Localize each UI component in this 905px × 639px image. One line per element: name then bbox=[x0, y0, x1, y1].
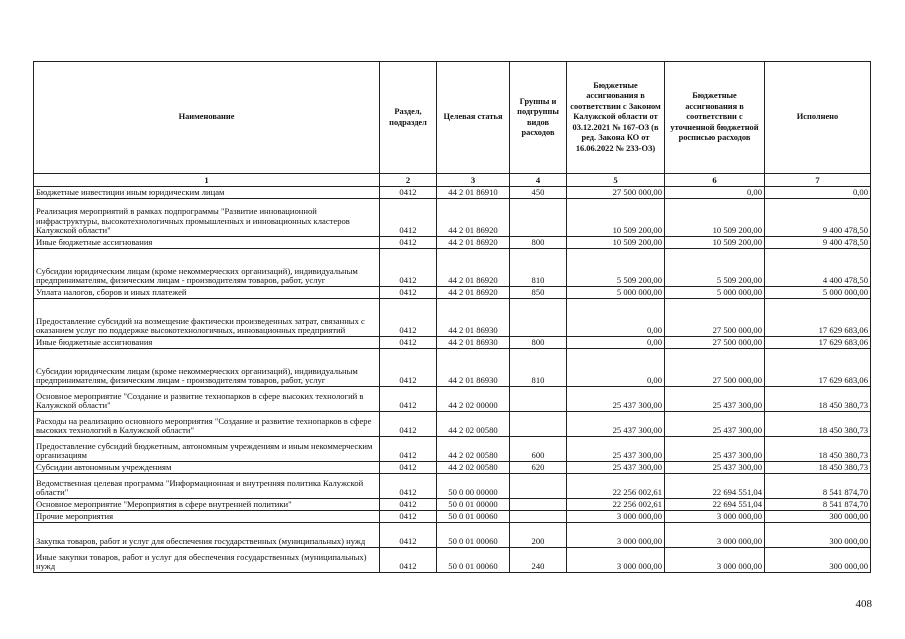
row-target: 50 0 01 00000 bbox=[437, 499, 510, 511]
header-row bbox=[34, 62, 871, 174]
row-group bbox=[510, 299, 567, 337]
row-law: 10 509 200,00 bbox=[567, 199, 665, 237]
row-law: 3 000 000,00 bbox=[567, 511, 665, 523]
row-executed: 300 000,00 bbox=[765, 548, 871, 573]
row-group: 810 bbox=[510, 349, 567, 387]
row-target: 44 2 01 86920 bbox=[437, 237, 510, 249]
row-target: 44 2 02 00580 bbox=[437, 462, 510, 474]
row-target: 44 2 01 86920 bbox=[437, 287, 510, 299]
header-groups: Группы и подгруппы видов расходов bbox=[510, 62, 567, 174]
row-target: 44 2 01 86910 bbox=[437, 187, 510, 199]
row-group: 800 bbox=[510, 337, 567, 349]
row-target: 44 2 01 86930 bbox=[437, 299, 510, 337]
row-law: 22 256 002,61 bbox=[567, 474, 665, 499]
row-executed: 5 000 000,00 bbox=[765, 287, 871, 299]
row-group: 800 bbox=[510, 237, 567, 249]
column-number: 3 bbox=[437, 174, 510, 187]
row-section: 0412 bbox=[380, 387, 437, 412]
row-law: 25 437 300,00 bbox=[567, 387, 665, 412]
row-section: 0412 bbox=[380, 523, 437, 548]
row-target: 44 2 01 86930 bbox=[437, 337, 510, 349]
row-section: 0412 bbox=[380, 187, 437, 199]
row-section: 0412 bbox=[380, 287, 437, 299]
row-executed: 300 000,00 bbox=[765, 523, 871, 548]
row-executed: 8 541 874,70 bbox=[765, 499, 871, 511]
table-row bbox=[34, 511, 871, 523]
row-name: Основное мероприятие "Создание и развитие технопарков в сфере высоких технологий в Калужской области" bbox=[34, 387, 380, 412]
row-section: 0412 bbox=[380, 299, 437, 337]
row-target: 44 2 02 00580 bbox=[437, 437, 510, 462]
row-group bbox=[510, 511, 567, 523]
row-group: 450 bbox=[510, 187, 567, 199]
row-law: 0,00 bbox=[567, 337, 665, 349]
row-law: 25 437 300,00 bbox=[567, 462, 665, 474]
column-number: 4 bbox=[510, 174, 567, 187]
header-target: Целевая статья bbox=[437, 62, 510, 174]
row-target: 50 0 01 00060 bbox=[437, 523, 510, 548]
column-number: 2 bbox=[380, 174, 437, 187]
row-section: 0412 bbox=[380, 437, 437, 462]
row-section: 0412 bbox=[380, 548, 437, 573]
row-refined: 10 509 200,00 bbox=[665, 199, 765, 237]
row-group: 810 bbox=[510, 249, 567, 287]
row-target: 44 2 02 00580 bbox=[437, 412, 510, 437]
row-refined: 3 000 000,00 bbox=[665, 548, 765, 573]
table-row bbox=[34, 187, 871, 199]
row-law: 5 509 200,00 bbox=[567, 249, 665, 287]
row-refined: 27 500 000,00 bbox=[665, 337, 765, 349]
row-law: 27 500 000,00 bbox=[567, 187, 665, 199]
row-name: Иные закупки товаров, работ и услуг для обеспечения государственных (муниципальных) нужд bbox=[34, 548, 380, 573]
row-refined: 5 509 200,00 bbox=[665, 249, 765, 287]
row-group bbox=[510, 499, 567, 511]
row-section: 0412 bbox=[380, 511, 437, 523]
table-row bbox=[34, 237, 871, 249]
row-refined: 0,00 bbox=[665, 187, 765, 199]
row-executed: 18 450 380,73 bbox=[765, 387, 871, 412]
header-executed: Исполнено bbox=[765, 62, 871, 174]
row-group bbox=[510, 387, 567, 412]
row-name: Прочие мероприятия bbox=[34, 511, 380, 523]
row-name: Предоставление субсидий на возмещение фактически произведенных затрат, связанных с оказанием услуг по поддержке высокотехнологичных, инновационных предприятий bbox=[34, 299, 380, 337]
row-target: 44 2 02 00000 bbox=[437, 387, 510, 412]
row-target: 44 2 01 86920 bbox=[437, 249, 510, 287]
row-group bbox=[510, 199, 567, 237]
row-section: 0412 bbox=[380, 462, 437, 474]
row-group: 200 bbox=[510, 523, 567, 548]
page-number: 408 bbox=[855, 598, 872, 610]
row-section: 0412 bbox=[380, 499, 437, 511]
row-name: Бюджетные инвестиции иным юридическим лицам bbox=[34, 187, 380, 199]
table-row bbox=[34, 299, 871, 337]
table-row bbox=[34, 523, 871, 548]
row-name: Уплата налогов, сборов и иных платежей bbox=[34, 287, 380, 299]
column-number: 5 bbox=[567, 174, 665, 187]
row-name: Предоставление субсидий бюджетным, автономным учреждениям и иным некоммерческим организациям bbox=[34, 437, 380, 462]
table-row bbox=[34, 199, 871, 237]
row-name: Иные бюджетные ассигнования bbox=[34, 237, 380, 249]
row-group: 240 bbox=[510, 548, 567, 573]
table-row bbox=[34, 499, 871, 511]
row-name: Расходы на реализацию основного мероприятия "Создание и развитие технопарков в сфере высоких технологий в Калужской области" bbox=[34, 412, 380, 437]
row-name: Субсидии юридическим лицам (кроме некоммерческих организаций), индивидуальным предпринимателям, физическим лицам - производителям товаров, работ, услуг bbox=[34, 249, 380, 287]
table-body bbox=[34, 187, 871, 573]
row-refined: 10 509 200,00 bbox=[665, 237, 765, 249]
header-name: Наименование bbox=[34, 62, 380, 174]
row-law: 25 437 300,00 bbox=[567, 437, 665, 462]
row-executed: 18 450 380,73 bbox=[765, 462, 871, 474]
row-refined: 25 437 300,00 bbox=[665, 462, 765, 474]
row-group bbox=[510, 474, 567, 499]
header-budget-law: Бюджетные ассигнования в соответствии с Законом Калужской области от 03.12.2021 № 167-ОЗ (в ред. Закона КО от 16.06.2022 № 233-ОЗ) bbox=[567, 62, 665, 174]
row-section: 0412 bbox=[380, 474, 437, 499]
table-row bbox=[34, 287, 871, 299]
row-law: 3 000 000,00 bbox=[567, 523, 665, 548]
row-refined: 3 000 000,00 bbox=[665, 523, 765, 548]
row-refined: 25 437 300,00 bbox=[665, 387, 765, 412]
row-refined: 3 000 000,00 bbox=[665, 511, 765, 523]
column-number: 6 bbox=[665, 174, 765, 187]
row-law: 0,00 bbox=[567, 299, 665, 337]
row-law: 5 000 000,00 bbox=[567, 287, 665, 299]
row-target: 50 0 01 00060 bbox=[437, 548, 510, 573]
row-group: 600 bbox=[510, 437, 567, 462]
row-name: Субсидии автономным учреждениям bbox=[34, 462, 380, 474]
row-executed: 17 629 683,06 bbox=[765, 337, 871, 349]
row-section: 0412 bbox=[380, 349, 437, 387]
row-name: Реализация мероприятий в рамках подпрограммы "Развитие инновационной инфраструктуры, высокотехнологичных промышленных и инновационных кластеров Калужской области" bbox=[34, 199, 380, 237]
row-refined: 22 694 551,04 bbox=[665, 499, 765, 511]
row-refined: 25 437 300,00 bbox=[665, 437, 765, 462]
row-name: Ведомственная целевая программа "Информационная и внутренняя политика Калужской области" bbox=[34, 474, 380, 499]
row-executed: 4 400 478,50 bbox=[765, 249, 871, 287]
row-section: 0412 bbox=[380, 237, 437, 249]
row-refined: 27 500 000,00 bbox=[665, 299, 765, 337]
table-row bbox=[34, 474, 871, 499]
row-executed: 0,00 bbox=[765, 187, 871, 199]
row-refined: 5 000 000,00 bbox=[665, 287, 765, 299]
row-executed: 18 450 380,73 bbox=[765, 412, 871, 437]
row-refined: 25 437 300,00 bbox=[665, 412, 765, 437]
table-row bbox=[34, 548, 871, 573]
row-group bbox=[510, 412, 567, 437]
row-refined: 22 694 551,04 bbox=[665, 474, 765, 499]
row-section: 0412 bbox=[380, 199, 437, 237]
row-law: 3 000 000,00 bbox=[567, 548, 665, 573]
row-name: Основное мероприятие "Мероприятия в сфере внутренней политики" bbox=[34, 499, 380, 511]
row-group: 620 bbox=[510, 462, 567, 474]
row-target: 44 2 01 86920 bbox=[437, 199, 510, 237]
row-name: Закупка товаров, работ и услуг для обеспечения государственных (муниципальных) нужд bbox=[34, 523, 380, 548]
budget-table bbox=[33, 61, 871, 573]
row-executed: 9 400 478,50 bbox=[765, 199, 871, 237]
column-number: 1 bbox=[34, 174, 380, 187]
header-budget-refined: Бюджетные ассигнования в соответствии с уточненной бюджетной росписью расходов bbox=[665, 62, 765, 174]
row-executed: 8 541 874,70 bbox=[765, 474, 871, 499]
table-row bbox=[34, 349, 871, 387]
table-row bbox=[34, 437, 871, 462]
row-section: 0412 bbox=[380, 412, 437, 437]
row-executed: 18 450 380,73 bbox=[765, 437, 871, 462]
row-section: 0412 bbox=[380, 337, 437, 349]
row-law: 22 256 002,61 bbox=[567, 499, 665, 511]
row-law: 10 509 200,00 bbox=[567, 237, 665, 249]
row-executed: 17 629 683,06 bbox=[765, 299, 871, 337]
row-executed: 17 629 683,06 bbox=[765, 349, 871, 387]
row-group: 850 bbox=[510, 287, 567, 299]
row-target: 44 2 01 86930 bbox=[437, 349, 510, 387]
row-refined: 27 500 000,00 bbox=[665, 349, 765, 387]
row-target: 50 0 00 00000 bbox=[437, 474, 510, 499]
table-row bbox=[34, 412, 871, 437]
row-name: Иные бюджетные ассигнования bbox=[34, 337, 380, 349]
table-row bbox=[34, 337, 871, 349]
row-executed: 9 400 478,50 bbox=[765, 237, 871, 249]
table-row bbox=[34, 249, 871, 287]
row-law: 25 437 300,00 bbox=[567, 412, 665, 437]
row-target: 50 0 01 00060 bbox=[437, 511, 510, 523]
column-number-row bbox=[34, 174, 871, 187]
row-law: 0,00 bbox=[567, 349, 665, 387]
table-row bbox=[34, 462, 871, 474]
table-row bbox=[34, 387, 871, 412]
row-section: 0412 bbox=[380, 249, 437, 287]
row-executed: 300 000,00 bbox=[765, 511, 871, 523]
row-name: Субсидии юридическим лицам (кроме некоммерческих организаций), индивидуальным предпринимателям, физическим лицам - производителям товаров, работ, услуг bbox=[34, 349, 380, 387]
header-section: Раздел, подраздел bbox=[380, 62, 437, 174]
column-number: 7 bbox=[765, 174, 871, 187]
